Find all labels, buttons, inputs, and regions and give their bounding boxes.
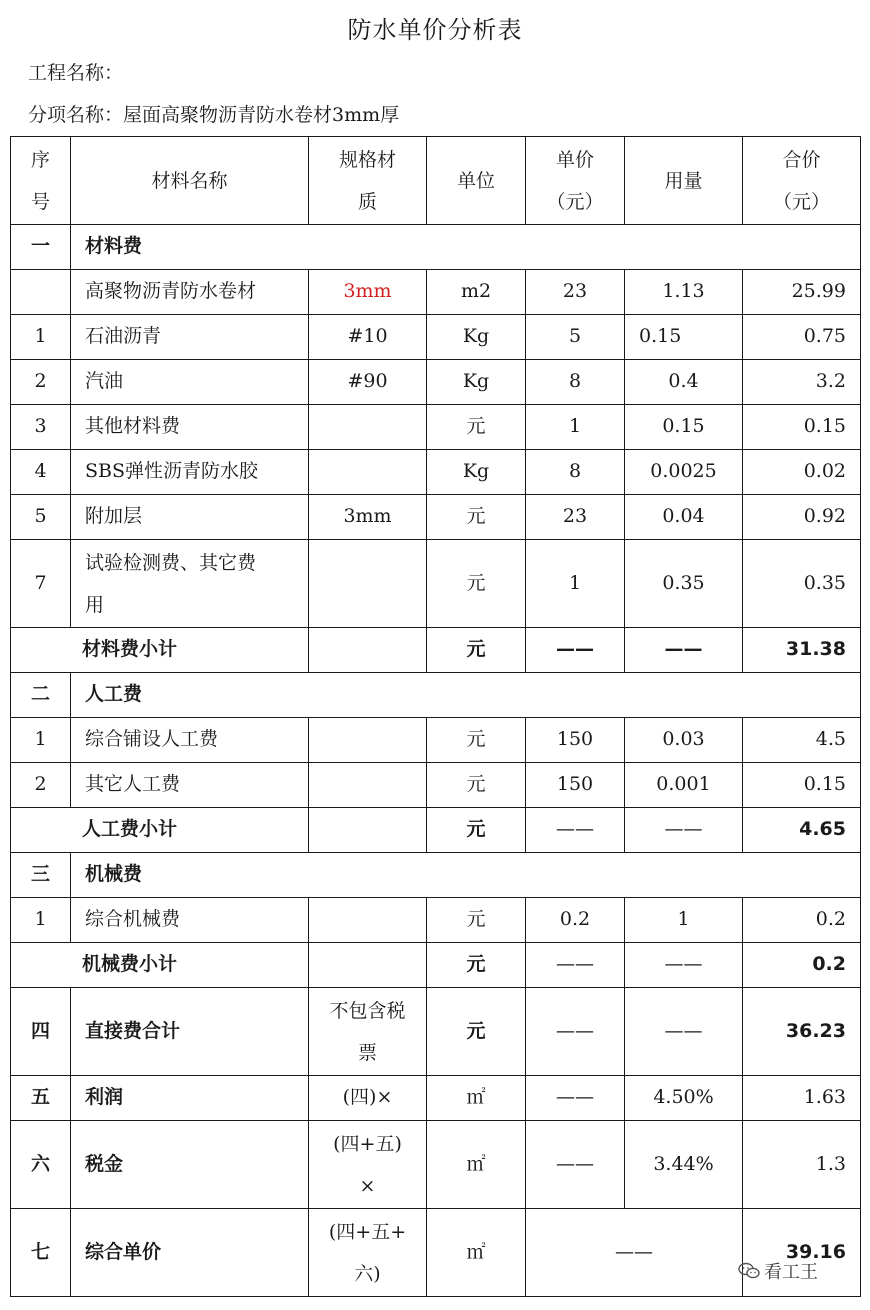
cell-spec: [309, 405, 427, 450]
subtotal-label: 人工费小计: [11, 808, 309, 853]
subtotal-label: 材料费小计: [11, 628, 309, 673]
table-row: [11, 495, 861, 540]
cell-name: 综合铺设人工费: [71, 718, 309, 763]
cell-price: 5: [526, 315, 625, 360]
cell-name: 利润: [71, 1076, 309, 1121]
cell-qty: 3.44%: [625, 1121, 743, 1209]
cell-name: 综合单价: [71, 1209, 309, 1297]
cell-qty: 0.04: [625, 495, 743, 540]
cell-spec: 不包含税 票: [309, 988, 427, 1076]
cell-total: 0.2: [743, 943, 861, 988]
cell-total: 39.16: [743, 1209, 861, 1297]
cell-unit: 元: [427, 405, 526, 450]
cell-unit: ㎡: [427, 1076, 526, 1121]
table-row: [11, 898, 861, 943]
subtotal-row-machinery: [11, 943, 861, 988]
cell-total: 0.92: [743, 495, 861, 540]
cell-name: 汽油: [71, 360, 309, 405]
cell-total: 4.5: [743, 718, 861, 763]
section-title: 机械费: [71, 853, 861, 898]
cell-name: 石油沥青: [71, 315, 309, 360]
section-title: 人工费: [71, 673, 861, 718]
cell-name: 直接费合计: [71, 988, 309, 1076]
cell-unit: Kg: [427, 315, 526, 360]
cell-unit: 元: [427, 808, 526, 853]
cell-qty: ——: [625, 943, 743, 988]
cell-total: 0.02: [743, 450, 861, 495]
header-total: 合价 （元）: [743, 137, 861, 225]
cell-price: 8: [526, 360, 625, 405]
cell-spec: #90: [309, 360, 427, 405]
watermark-text: 看工王: [764, 1262, 818, 1283]
cell-qty: 1: [625, 898, 743, 943]
cell-price: 1: [526, 540, 625, 628]
cell-unit: 元: [427, 943, 526, 988]
cell-spec: [309, 763, 427, 808]
header-name: 材料名称: [71, 137, 309, 225]
header-row: [11, 137, 861, 225]
cell-unit: 元: [427, 988, 526, 1076]
cell-unit: 元: [427, 540, 526, 628]
cell-seq: 4: [11, 450, 71, 495]
cell-seq: 1: [11, 315, 71, 360]
cell-price: ——: [526, 1076, 625, 1121]
cell-spec: [309, 808, 427, 853]
header-price: 单价 （元）: [526, 137, 625, 225]
cell-price: ——: [526, 1121, 625, 1209]
cell-seq: 2: [11, 360, 71, 405]
cell-seq: 3: [11, 405, 71, 450]
cell-spec: [309, 718, 427, 763]
cell-unit: 元: [427, 763, 526, 808]
cell-spec: 3mm: [309, 270, 427, 315]
cell-name: 试验检测费、其它费 用: [71, 540, 309, 628]
cell-total: 0.2: [743, 898, 861, 943]
cell-price: ——: [526, 628, 625, 673]
cell-spec: 3mm: [309, 495, 427, 540]
cell-unit: 元: [427, 628, 526, 673]
cell-qty: ——: [625, 988, 743, 1076]
cell-total: 0.15: [743, 763, 861, 808]
cell-seq: 二: [11, 673, 71, 718]
cell-seq: 1: [11, 898, 71, 943]
page-title: 防水单价分析表: [347, 16, 523, 44]
header-unit: 单位: [427, 137, 526, 225]
cell-qty: 0.15: [625, 315, 743, 360]
cell-price: 150: [526, 763, 625, 808]
cell-price: 8: [526, 450, 625, 495]
item-name-line: 分项名称：屋面高聚物沥青防水卷材3mm厚: [28, 104, 400, 126]
cell-total: 31.38: [743, 628, 861, 673]
cell-total: 1.63: [743, 1076, 861, 1121]
unit-price-table: [10, 136, 861, 1297]
cell-qty: 0.15: [625, 405, 743, 450]
cell-spec: [309, 450, 427, 495]
table-row: [11, 450, 861, 495]
cell-qty: 0.001: [625, 763, 743, 808]
cell-seq: 5: [11, 495, 71, 540]
section-title: 材料费: [71, 225, 861, 270]
cell-unit: Kg: [427, 450, 526, 495]
cell-seq: 三: [11, 853, 71, 898]
cell-price: 1: [526, 405, 625, 450]
summary-row-tax: [11, 1121, 861, 1209]
cell-price: 150: [526, 718, 625, 763]
cell-qty: 4.50%: [625, 1076, 743, 1121]
cell-qty: 0.4: [625, 360, 743, 405]
table-row: [11, 718, 861, 763]
summary-row-unit-price: [11, 1209, 861, 1297]
cell-unit: ㎡: [427, 1209, 526, 1297]
cell-spec: (四)×: [309, 1076, 427, 1121]
subtotal-row-labor: [11, 808, 861, 853]
cell-seq: 一: [11, 225, 71, 270]
watermark: [738, 1258, 818, 1285]
table-row: [11, 270, 861, 315]
cell-seq: 六: [11, 1121, 71, 1209]
cell-name: SBS弹性沥青防水胶: [71, 450, 309, 495]
cell-name: 其他材料费: [71, 405, 309, 450]
project-name-line: 工程名称：: [28, 62, 124, 84]
summary-row-direct-cost: [11, 988, 861, 1076]
cell-price: ——: [526, 808, 625, 853]
cell-total: 4.65: [743, 808, 861, 853]
cell-spec: [309, 943, 427, 988]
cell-qty: 1.13: [625, 270, 743, 315]
subtotal-label: 机械费小计: [11, 943, 309, 988]
section-row-labor: [11, 673, 861, 718]
cell-unit: 元: [427, 898, 526, 943]
header-seq: 序 号: [11, 137, 71, 225]
cell-seq: [11, 270, 71, 315]
cell-seq: 7: [11, 540, 71, 628]
table-row: [11, 315, 861, 360]
cell-name: 附加层: [71, 495, 309, 540]
cell-spec: (四+五+ 六): [309, 1209, 427, 1297]
table-row: [11, 405, 861, 450]
cell-total: 3.2: [743, 360, 861, 405]
cell-price: 23: [526, 270, 625, 315]
cell-seq: 七: [11, 1209, 71, 1297]
cell-name: 税金: [71, 1121, 309, 1209]
cell-total: 25.99: [743, 270, 861, 315]
cell-unit: m2: [427, 270, 526, 315]
cell-spec: [309, 628, 427, 673]
section-row-machinery: [11, 853, 861, 898]
cell-unit: Kg: [427, 360, 526, 405]
table-row: [11, 360, 861, 405]
cell-unit: 元: [427, 718, 526, 763]
table-row: [11, 763, 861, 808]
cell-qty: ——: [625, 808, 743, 853]
cell-qty: 0.03: [625, 718, 743, 763]
cell-merged: ——: [526, 1209, 743, 1297]
cell-total: 1.3: [743, 1121, 861, 1209]
cell-spec: [309, 540, 427, 628]
cell-total: 36.23: [743, 988, 861, 1076]
subtotal-row-materials: [11, 628, 861, 673]
cell-total: 0.35: [743, 540, 861, 628]
cell-seq: 四: [11, 988, 71, 1076]
table-row: [11, 540, 861, 628]
cell-spec: #10: [309, 315, 427, 360]
header-qty: 用量: [625, 137, 743, 225]
cell-name: 高聚物沥青防水卷材: [71, 270, 309, 315]
cell-total: 0.15: [743, 405, 861, 450]
header-spec: 规格材 质: [309, 137, 427, 225]
cell-price: ——: [526, 943, 625, 988]
cell-spec: (四+五) ×: [309, 1121, 427, 1209]
cell-name: 其它人工费: [71, 763, 309, 808]
cell-total: 0.75: [743, 315, 861, 360]
cell-qty: 0.0025: [625, 450, 743, 495]
cell-unit: 元: [427, 495, 526, 540]
cell-spec: [309, 898, 427, 943]
cell-name: 综合机械费: [71, 898, 309, 943]
cell-unit: ㎡: [427, 1121, 526, 1209]
cell-price: 0.2: [526, 898, 625, 943]
section-row-materials: [11, 225, 861, 270]
wechat-icon: [738, 1262, 760, 1285]
cell-seq: 2: [11, 763, 71, 808]
summary-row-profit: [11, 1076, 861, 1121]
cell-seq: 五: [11, 1076, 71, 1121]
cell-qty: 0.35: [625, 540, 743, 628]
cell-qty: ——: [625, 628, 743, 673]
cell-seq: 1: [11, 718, 71, 763]
cell-price: ——: [526, 988, 625, 1076]
cell-price: 23: [526, 495, 625, 540]
